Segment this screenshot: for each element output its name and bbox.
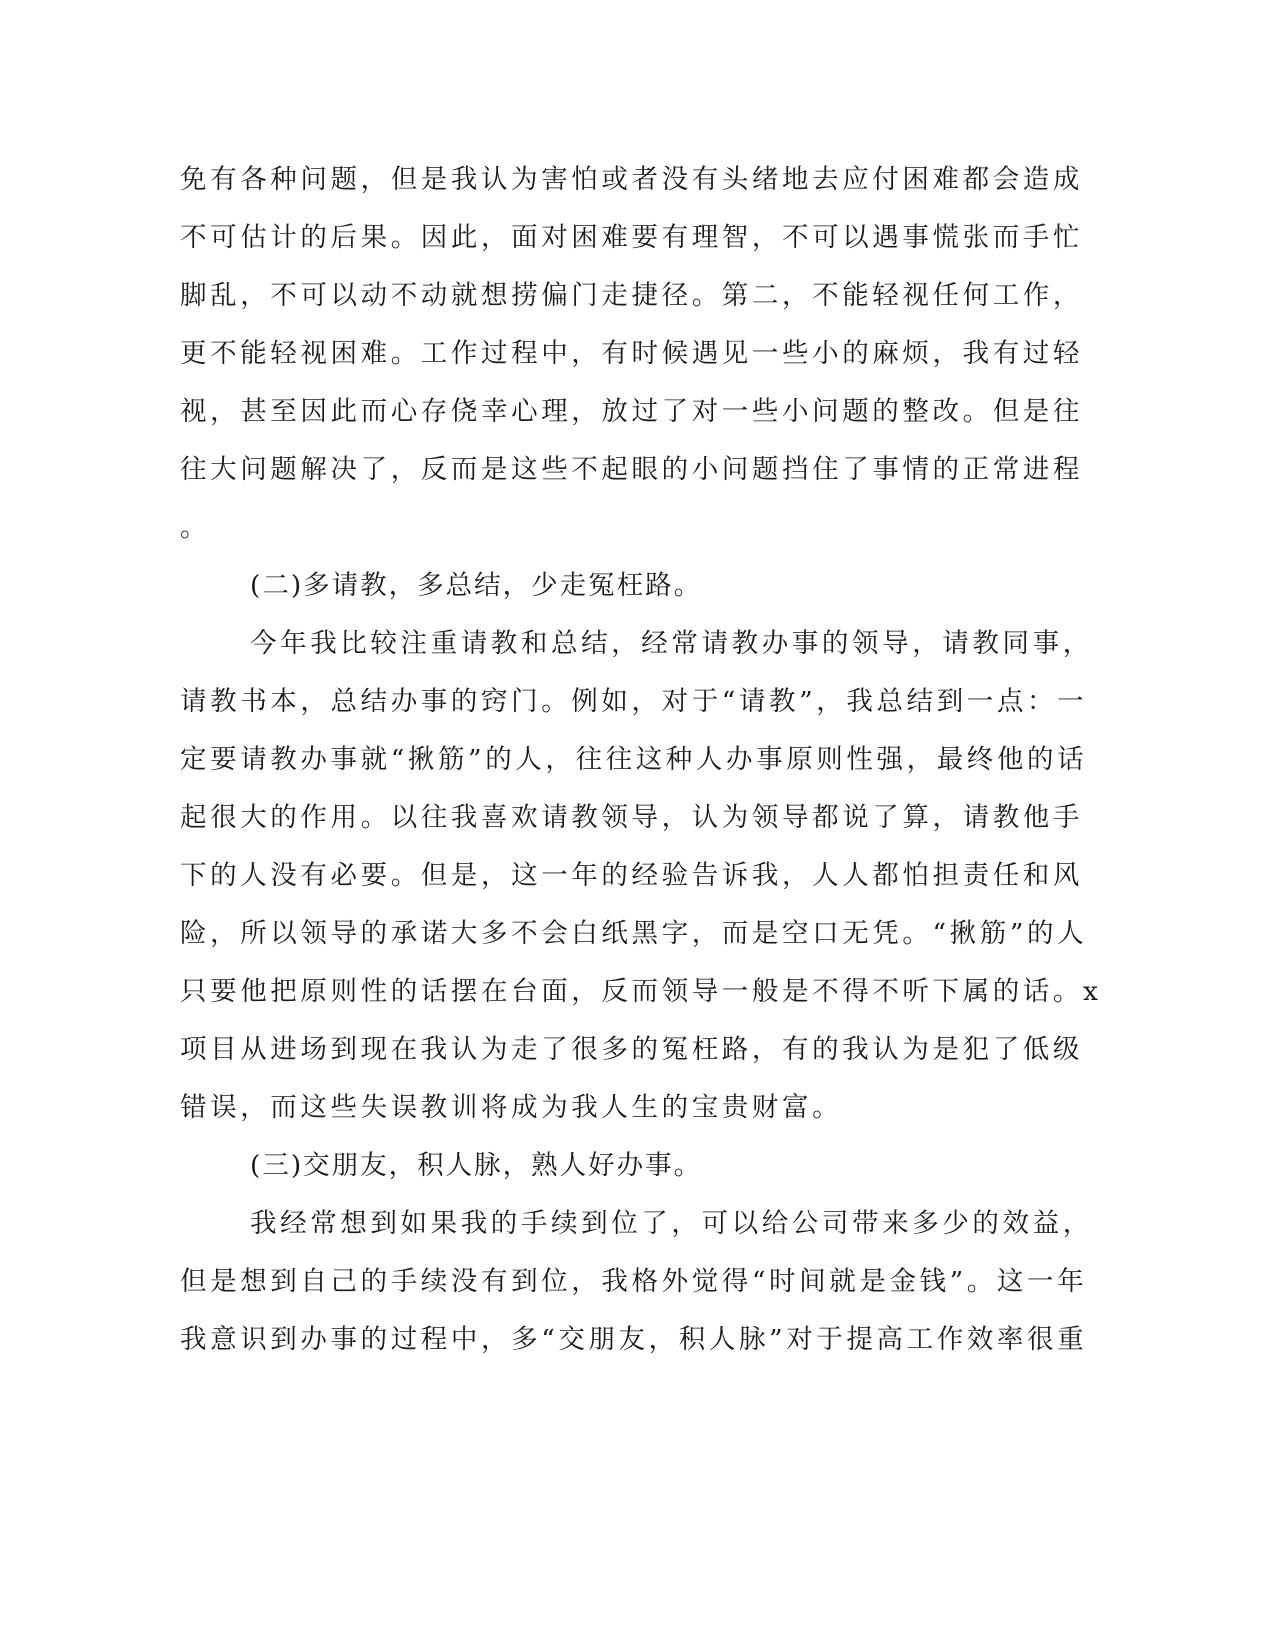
paragraph-line: 脚乱，不可以动不动就想捞偏门走捷径。第二，不能轻视任何工作，: [180, 280, 1083, 311]
paragraph-line: 往大问题解决了，反而是这些不起眼的小问题挡住了事情的正常进程: [180, 454, 1083, 485]
paragraph-line: 我意识到办事的过程中，多“交朋友，积人脉”对于提高工作效率很重: [180, 1324, 1088, 1355]
paragraph-line: 更不能轻视困难。工作过程中，有时候遇见一些小的麻烦，我有过轻: [180, 338, 1083, 369]
paragraph-line: 下的人没有必要。但是，这一年的经验告诉我，人人都怕担责任和风: [180, 860, 1083, 891]
section-heading: (二)多请教，多总结，少走冤枉路。: [250, 570, 703, 601]
paragraph-line: 只要他把原则性的话摆在台面，反而领导一般是不得不听下属的话。x: [180, 976, 1102, 1007]
paragraph-line: 但是想到自己的手续没有到位，我格外觉得“时间就是金钱”。这一年: [180, 1266, 1088, 1297]
paragraph-line: 免有各种问题，但是我认为害怕或者没有头绪地去应付困难都会造成: [180, 164, 1083, 195]
paragraph-line: 错误，而这些失误教训将成为我人生的宝贵财富。: [180, 1092, 843, 1123]
paragraph-line: 我经常想到如果我的手续到位了，可以给公司带来多少的效益，: [250, 1208, 1093, 1239]
paragraph-line: 请教书本，总结办事的窍门。例如，对于“请教”，我总结到一点：一: [180, 686, 1088, 717]
paragraph-line: 视，甚至因此而心存侥幸心理，放过了对一些小问题的整改。但是往: [180, 396, 1083, 427]
paragraph-line: 险，所以领导的承诺大多不会白纸黑字，而是空口无凭。“揪筋”的人: [180, 918, 1088, 949]
paragraph-line: 今年我比较注重请教和总结，经常请教办事的领导，请教同事，: [250, 628, 1093, 659]
paragraph-line: 定要请教办事就“揪筋”的人，往往这种人办事原则性强，最终他的话: [180, 744, 1088, 775]
paragraph-line: 不可估计的后果。因此，面对困难要有理智，不可以遇事慌张而手忙: [180, 222, 1083, 253]
paragraph-line: 起很大的作用。以往我喜欢请教领导，认为领导都说了算，请教他手: [180, 802, 1083, 833]
paragraph-line: 。: [180, 512, 211, 543]
paragraph-line: 项目从进场到现在我认为走了很多的冤枉路，有的我认为是犯了低级: [180, 1034, 1083, 1065]
section-heading: (三)交朋友，积人脉，熟人好办事。: [250, 1150, 703, 1181]
